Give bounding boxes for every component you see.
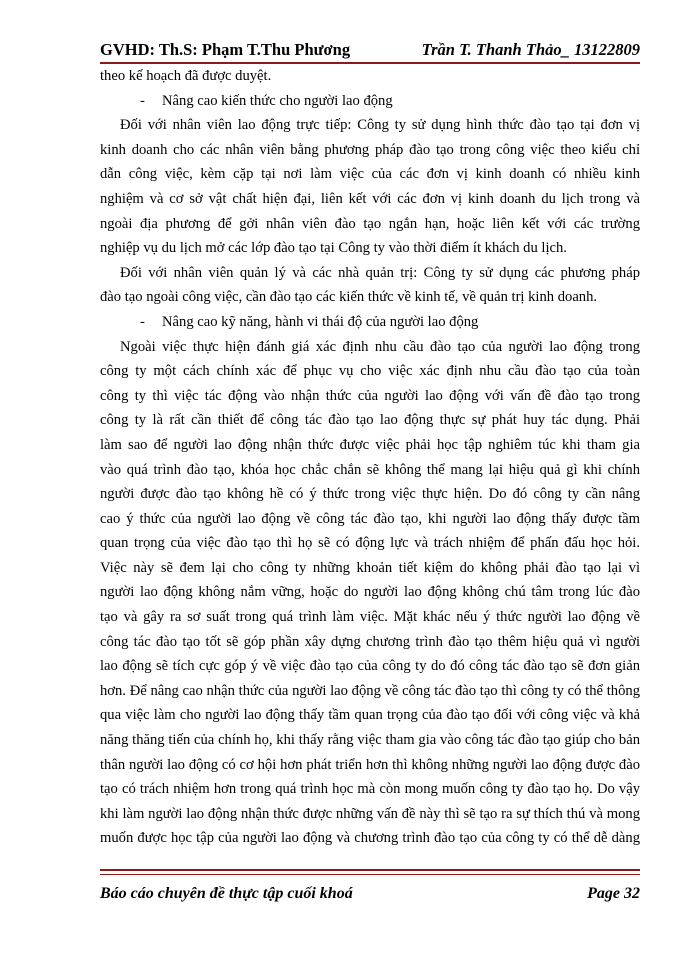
bullet-dash: -: [140, 313, 145, 330]
text-line: muốn được học tập của người lao động và chương trình đào tạo của công ty có thể dễ dàng: [100, 830, 640, 847]
text-line: nghiệm và cơ sở vật chất hiện đại, liên kết với các đơn vị kinh doanh du lịch trong và: [100, 190, 640, 207]
bullet-text: Nâng cao kỹ năng, hành vi thái độ của người lao động: [162, 313, 479, 330]
page-footer: [100, 885, 640, 909]
text-line: tạo có trách nhiệm hơn trong quá trình học mà còn mong muốn công ty đào tạo họ. Do vậy: [100, 781, 640, 798]
text-line: theo kế hoạch đã được duyệt.: [100, 68, 272, 84]
text-line: nghiệp vụ du lịch mở các lớp đào tạo tại Công ty vào thời điểm ít khách du lịch.: [100, 240, 567, 257]
bullet-item: [100, 89, 640, 114]
text-line: đào tạo ngoài công việc, cần đào tạo các kiến thức về kinh tế, về quản trị kinh doanh.: [100, 289, 598, 306]
bullet-item: [100, 310, 640, 335]
page-number: Page 32: [587, 885, 640, 902]
page-header: [100, 38, 640, 62]
bullet-text: Nâng cao kiến thức cho người lao động: [162, 92, 393, 109]
footer-report-title: Báo cáo chuyên đề thực tập cuối khoá: [100, 885, 353, 902]
text-line: năng thăng tiến của chính họ, khi thấy rằng việc tham gia vào công tác đào tạo giúp cho bản: [100, 732, 640, 749]
text-line: công tác đào tạo tốt sẽ góp phần xây dựng chương trình đào tạo thêm hiệu quả vì người: [100, 633, 640, 650]
text-line: Ngoài việc thực hiện đánh giá xác định nhu cầu đào tạo của người lao động trong: [120, 338, 640, 355]
document-body: [100, 64, 640, 851]
text-line: Đối với nhân viên quản lý và các nhà quản trị: Công ty sử dụng các phương pháp: [120, 264, 640, 281]
text-line: cao ý thức của người lao động về công tác đào tạo, khi người lao động thấy được tầm: [100, 510, 640, 527]
text-line: thân người lao động có cơ hội hơn phát triển hơn thì không những người lao động được đào: [100, 756, 640, 773]
text-line: kinh doanh cho các nhân viên bằng phương pháp đào tạo trong công việc theo kiểu chỉ: [100, 141, 640, 158]
text-line: khi làm người lao động nhận thức được những vấn đề này thì sẽ tạo ra sự thích thú và mong: [100, 805, 640, 822]
text-line: dẫn công việc, kèm cặp tại nơi làm việc của các đơn vị kinh doanh có nhiều kinh: [100, 166, 640, 183]
text-line: người lao động không nắm vững, hoặc do người lao động không chú tâm trong lúc đào: [100, 584, 640, 601]
text-line: công ty một cách chính xác để phục vụ cho việc xác định nhu cầu đào tạo của toàn: [100, 363, 640, 380]
text-line: quan trọng của việc đào tạo thì họ sẽ có động lực và trách nhiệm để phấn đấu học hỏi.: [100, 535, 640, 552]
text-line: công ty là rất cần thiết để công tác đào tạo lao động thực sự phát huy tác dụng. Phải: [100, 412, 640, 429]
header-author: Trần T. Thanh Thảo_ 13122809: [421, 40, 640, 59]
text-line: vào quá trình đào tạo, khóa học chắc chắn sẽ không thể mang lại hiệu quả gì khi chính: [100, 461, 640, 478]
header-advisor: GVHD: Th.S: Phạm T.Thu Phương: [100, 40, 351, 59]
text-line: lao động sẽ tích cực góp ý về việc đào tạo của công ty do đó công tác đào tạo sẽ đơn giản: [100, 658, 640, 675]
bullet-dash: -: [140, 92, 145, 109]
text-line: Việc này sẽ đem lại cho công ty những khoản tiết kiệm do không phải đào tạo lại vì: [100, 559, 640, 576]
text-line: tạo và gây ra sơ suất trong quá trình làm việc. Mặt khác nếu ý thức người lao động về: [100, 609, 640, 626]
footer-rule-bottom: [100, 874, 640, 875]
text-line: qua việc làm cho người lao động thấy tầm quan trọng của đào tạo đối với công việc và khả: [100, 707, 640, 724]
text-line: ngoài địa phương để gởi nhân viên đào tạo ngắn hạn, hoặc liên kết với các trường: [100, 215, 640, 232]
text-line: hơn. Để nâng cao nhận thức của người lao động về công tác đào tạo thì công ty có thể thông: [100, 682, 640, 699]
text-line: làm sao để người lao động nhận thức được việc phải học tập nghiêm túc khi tham gia: [100, 436, 640, 453]
text-line: công ty thì việc tác động vào nhận thức của người lao động với vấn đề đào tạo trong: [100, 387, 640, 404]
text-line: Đối với nhân viên lao động trực tiếp: Công ty sử dụng hình thức đào tạo tại đơn vị: [120, 117, 640, 134]
text-line: người được đào tạo không hề có ý thức trong việc thực hiện. Do đó công ty cần nâng: [100, 486, 640, 503]
footer-rule-top: [100, 869, 640, 871]
